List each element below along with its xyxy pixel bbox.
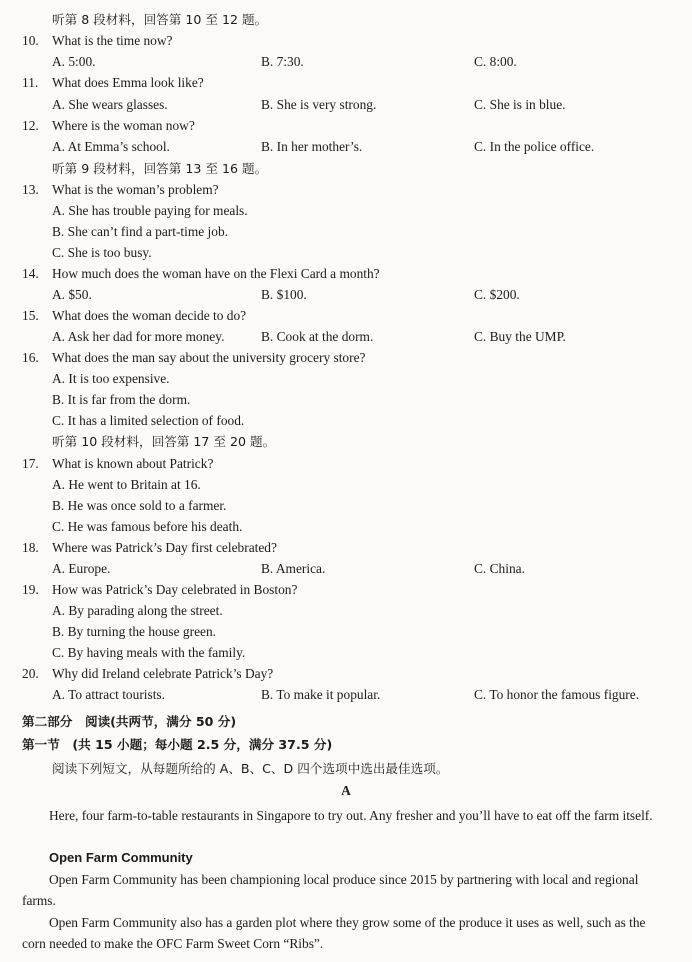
option-c: C. He was famous before his death. [52,519,243,534]
question-text: Where is the woman now? [52,118,195,133]
option-c: C. $200. [474,287,520,302]
option-c: C. She is too busy. [52,245,152,260]
option-a: A. To attract tourists. [52,687,165,702]
passage-letter: A [341,783,351,798]
question-number: 11. [22,75,39,90]
option-a: A. She wears glasses. [52,97,168,112]
question-number: 16. [22,350,39,365]
question-text: What is the woman’s problem? [52,182,219,197]
question-text: What does Emma look like? [52,75,204,90]
option-b: B. 7:30. [261,54,304,69]
option-a: A. Ask her dad for more money. [52,329,225,344]
option-b: B. It is far from the dorm. [52,392,191,407]
question-number: 13. [22,182,39,197]
option-b: B. He was once sold to a farmer. [52,498,227,513]
section-heading: 听第 8 段材料，回答第 10 至 12 题。 [52,12,268,27]
option-c: C. To honor the famous figure. [474,687,640,702]
passage-subheading: Open Farm Community [49,850,193,865]
option-b: B. She can’t find a part-time job. [52,224,229,239]
question-text: What is the time now? [52,33,173,48]
option-a: A. At Emma’s school. [52,139,170,154]
question-number: 10. [22,33,39,48]
question-text: What does the woman decide to do? [52,308,247,323]
option-b: B. Cook at the dorm. [261,329,374,344]
question-number: 17. [22,456,39,471]
option-b: B. $100. [261,287,307,302]
section-heading: 听第 10 段材料，回答第 17 至 20 题。 [52,434,276,449]
question-text: What is known about Patrick? [52,456,214,471]
passage-intro: Here, four farm-to-table restaurants in Singapore to try out. Any fresher and you’ll have to eat off the farm itself. [49,808,653,823]
option-c: C. It has a limited selection of food. [52,413,245,428]
option-c: C. Buy the UMP. [474,329,566,344]
option-b: B. By turning the house green. [52,624,217,639]
part-title: 第二部分 阅读(共两节，满分 50 分) [22,714,237,729]
question-number: 14. [22,266,39,281]
question-text: How was Patrick’s Day celebrated in Boston? [52,582,298,597]
option-a: A. By parading along the street. [52,603,223,618]
passage-paragraph: Open Farm Community also has a garden plot where they grow some of the produce it uses as well, such as the corn needed to make the OFC Farm Sweet Corn “Ribs”. [22,915,646,951]
question-text: What does the man say about the university grocery store? [52,350,366,365]
passage-paragraph: Open Farm Community has been championing local produce since 2015 by partnering with local and regional farms. [22,872,639,908]
option-b: B. To make it popular. [261,687,381,702]
question-number: 20. [22,666,39,681]
question-number: 12. [22,118,39,133]
option-b: B. In her mother’s. [261,139,363,154]
option-a: A. He went to Britain at 16. [52,477,201,492]
option-c: C. By having meals with the family. [52,645,246,660]
question-text: How much does the woman have on the Flexi Card a month? [52,266,380,281]
question-number: 18. [22,540,39,555]
question-text: Where was Patrick’s Day first celebrated? [52,540,277,555]
option-c: C. China. [474,561,525,576]
question-number: 15. [22,308,39,323]
instruction: 阅读下列短文，从每题所给的 A、B、C、D 四个选项中选出最佳选项。 [52,761,449,776]
option-a: A. It is too expensive. [52,371,170,386]
option-a: A. $50. [52,287,92,302]
option-a: A. Europe. [52,561,111,576]
option-c: C. She is in blue. [474,97,566,112]
section-title: 第一节 (共 15 小题；每小题 2.5 分，满分 37.5 分) [22,737,333,752]
option-b: B. She is very strong. [261,97,377,112]
question-text: Why did Ireland celebrate Patrick’s Day? [52,666,274,681]
option-a: A. She has trouble paying for meals. [52,203,248,218]
question-number: 19. [22,582,39,597]
option-c: C. In the police office. [474,139,595,154]
option-c: C. 8:00. [474,54,517,69]
option-b: B. America. [261,561,326,576]
section-heading: 听第 9 段材料，回答第 13 至 16 题。 [52,161,268,176]
option-a: A. 5:00. [52,54,96,69]
